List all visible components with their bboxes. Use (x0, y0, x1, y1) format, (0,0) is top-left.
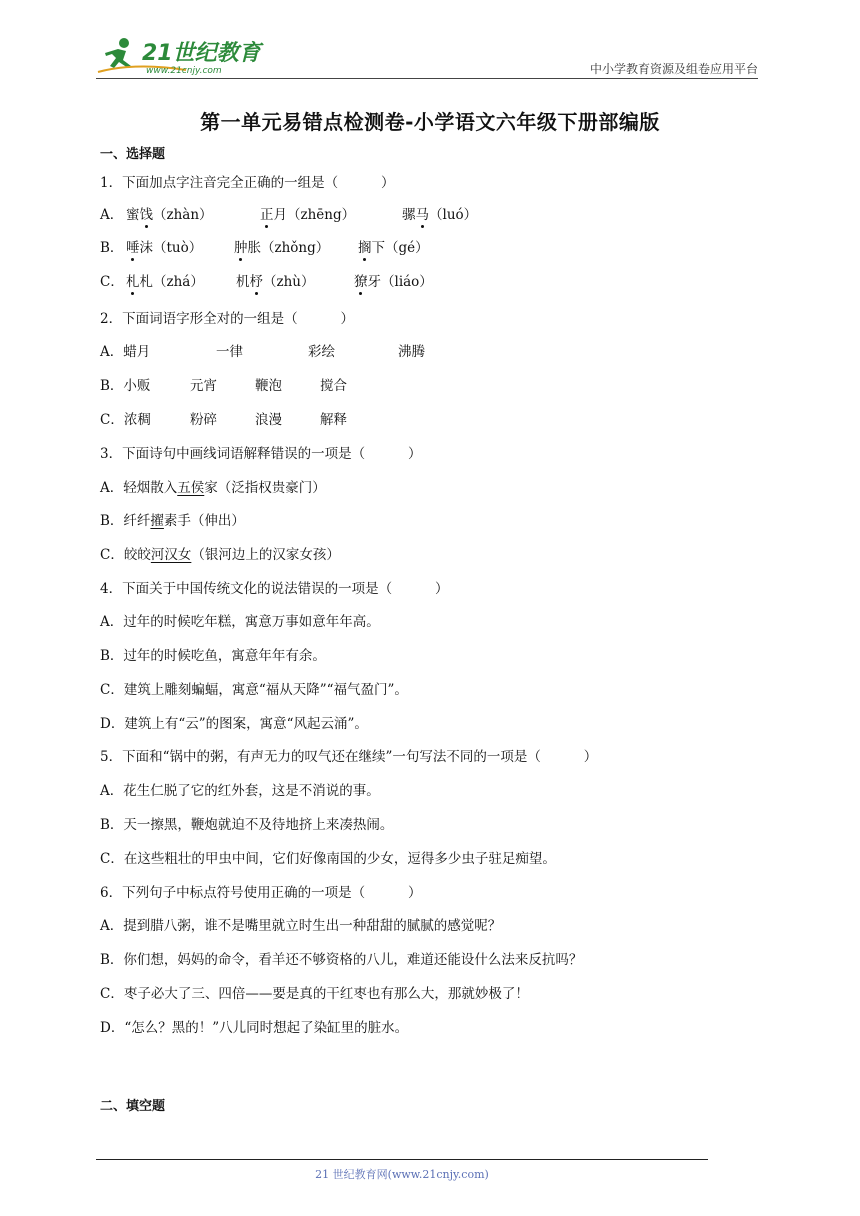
option-label: A． (100, 207, 124, 223)
option-reading: （zhàn） (153, 207, 213, 223)
dotted-char: 马 (415, 207, 429, 223)
question-5-option-c: C．在这些粗壮的甲虫中间，它们好像南国的少女，逗得多少虫子驻足痴望。 (100, 851, 556, 867)
option-reading: 月（zhēng） (273, 207, 356, 223)
option-text: B．纤纤 (100, 513, 151, 529)
option-word: 浪漫 (255, 412, 282, 428)
question-6-option-c: C．枣子必大了三、四倍——要是真的干红枣也有那么大，那就妙极了！ (100, 986, 529, 1002)
option-reading: 沫（tuò） (139, 240, 203, 256)
option-word: 鞭泡 (255, 378, 282, 394)
dotted-char: 正 (260, 207, 274, 223)
question-3-option-b (100, 512, 245, 530)
option-word: 机 (236, 274, 250, 290)
footer-source: 21 世纪教育网(www.21cnjy.com) (315, 1168, 489, 1181)
logo (96, 34, 266, 78)
question-1-option-c (100, 273, 560, 293)
section-heading-choice: 一、选择题 (100, 147, 166, 162)
question-1-option-a (100, 206, 560, 226)
option-reading: 下（gé） (371, 240, 429, 256)
dotted-char: 獠 (354, 274, 368, 290)
option-word: B．小贩 (100, 378, 151, 394)
underlined-word: 五侯 (177, 480, 205, 496)
option-reading: 札（zhá） (139, 274, 204, 290)
option-word: 搅合 (320, 378, 347, 394)
option-text: C．皎皎 (100, 547, 151, 563)
footer-divider (96, 1159, 708, 1160)
option-reading: 胀（zhǒng） (247, 240, 330, 256)
option-word: A．蜡月 (100, 344, 151, 360)
option-word: 一律 (216, 344, 243, 360)
question-5-stem: 5．下面和“锅中的粥，有声无力的叹气还在继续”一句写法不同的一项是（ ） (100, 749, 598, 765)
header-divider (96, 78, 758, 79)
question-6-option-d: D．“怎么？黑的！”八儿同时想起了染缸里的脏水。 (100, 1020, 409, 1036)
option-text: A．轻烟散入 (100, 480, 178, 496)
logo-text: 21世纪教育 (142, 41, 261, 66)
option-word: 彩绘 (308, 344, 335, 360)
option-word: C．浓稠 (100, 412, 151, 428)
question-4-option-c: C．建筑上雕刻蝙蝠，寓意“福从天降”“福气盈门”。 (100, 682, 408, 698)
option-reading: 牙（liáo） (367, 274, 433, 290)
dotted-char: 搁 (358, 240, 372, 256)
option-word: 解释 (320, 412, 347, 428)
question-5-option-a: A．花生仁脱了它的红外套，这是不消说的事。 (100, 783, 380, 799)
question-3-stem: 3．下面诗句中画线词语解释错误的一项是（ ） (100, 446, 422, 462)
question-4-option-b: B．过年的时候吃鱼，寓意年年有余。 (100, 648, 326, 664)
runner-logo-icon (96, 34, 266, 78)
question-1-option-b (100, 239, 560, 259)
option-reading: （luó） (429, 207, 478, 223)
question-2-stem: 2．下面词语字形全对的一组是（ ） (100, 311, 355, 327)
question-6-option-a: A．提到腊八粥，谁不是嘴里就立时生出一种甜甜的腻腻的感觉呢？ (100, 918, 502, 934)
question-4-stem: 4．下面关于中国传统文化的说法错误的一项是（ ） (100, 581, 449, 597)
option-word: 粉碎 (190, 412, 217, 428)
question-2-option-a (100, 343, 500, 363)
page-header (96, 34, 758, 78)
option-label: C． (100, 274, 124, 290)
section-heading-fill: 二、填空题 (100, 1099, 166, 1114)
underlined-word: 擢 (150, 513, 164, 529)
question-4-option-a: A．过年的时候吃年糕，寓意万事如意年年高。 (100, 614, 380, 630)
question-2-option-b (100, 377, 500, 397)
question-4-option-d: D．建筑上有“云”的图案，寓意“风起云涌”。 (100, 716, 368, 732)
question-5-option-b: B．天一擦黑，鞭炮就迫不及待地挤上来凑热闹。 (100, 817, 394, 833)
option-text: 家（泛指权贵豪门） (204, 480, 326, 496)
dotted-char: 饯 (139, 207, 153, 223)
option-text: 素手（伸出） (163, 513, 245, 529)
underlined-word: 河汉女 (150, 547, 192, 563)
option-word: 元宵 (190, 378, 217, 394)
question-3-option-a (100, 479, 326, 497)
option-label: B． (100, 240, 124, 256)
option-text: （银河边上的汉家女孩） (191, 547, 340, 563)
question-6-option-b: B．你们想，妈妈的命令，看羊还不够资格的八儿，难道还能设什么法来反抗吗？ (100, 952, 583, 968)
dotted-char: 札 (126, 274, 140, 290)
platform-name: 中小学教育资源及组卷应用平台 (589, 62, 758, 76)
question-3-option-c (100, 546, 340, 564)
question-2-option-c (100, 411, 500, 431)
dotted-char: 杼 (249, 274, 263, 290)
logo-url: www.21cnjy.com (146, 66, 222, 76)
page-title: 第一单元易错点检测卷-小学语文六年级下册部编版 (200, 110, 660, 134)
dotted-char: 唾 (126, 240, 140, 256)
question-6-stem: 6．下列句子中标点符号使用正确的一项是（ ） (100, 885, 422, 901)
option-word: 沸腾 (398, 344, 425, 360)
option-reading: （zhù） (263, 274, 315, 290)
option-word: 蜜 (126, 207, 140, 223)
option-word: 骡 (402, 207, 416, 223)
question-1-stem: 1．下面加点字注音完全正确的一组是（ ） (100, 175, 395, 191)
dotted-char: 肿 (234, 240, 248, 256)
